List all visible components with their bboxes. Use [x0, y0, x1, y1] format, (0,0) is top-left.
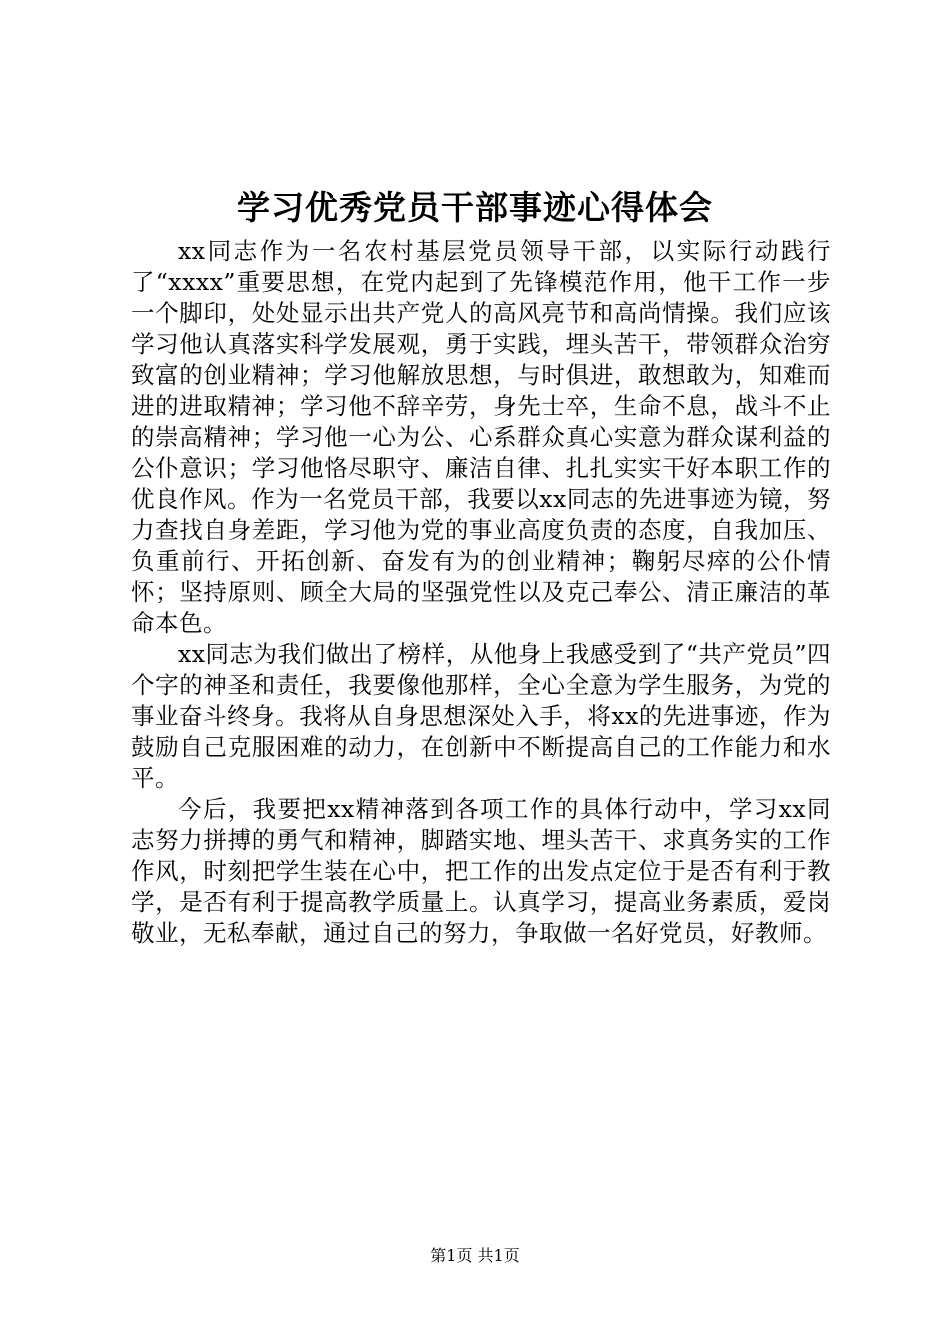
- paragraph-2: xx同志为我们做出了榜样，从他身上我感受到了“共产党员”四个字的神圣和责任，我要像他那样，全心全意为学生服务，为党的事业奋斗终身。我将从自身思想深处入手，将xx的先进事迹，作为鼓励自己克服困难的动力，在创新中不断提高自己的工作能力和水平。: [131, 640, 831, 792]
- document-body: [131, 236, 831, 949]
- document-title: 学习优秀党员干部事迹心得体会: [237, 188, 713, 227]
- page-number-footer: 第1页 共1页: [430, 1246, 520, 1265]
- paragraph-1: xx同志作为一名农村基层党员领导干部，以实际行动践行了“xxxx”重要思想，在党内起到了先锋模范作用，他干工作一步一个脚印，处处显示出共产党人的高风亮节和高尚情操。我们应该学习他认真落实科学发展观，勇于实践，埋头苦干，带领群众治穷致富的创业精神；学习他解放思想，与时俱进，敢想敢为，知难而进的进取精神；学习他不辞辛劳，身先士卒，生命不息，战斗不止的崇高精神；学习他一心为公、心系群众真心实意为群众谋利益的公仆意识；学习他恪尽职守、廉洁自律、扎扎实实干好本职工作的优良作风。作为一名党员干部，我要以xx同志的先进事迹为镜，努力查找自身差距，学习他为党的事业高度负责的态度，自我加压、负重前行、开拓创新、奋发有为的创业精神；鞠躬尽瘁的公仆情怀；坚持原则、顾全大局的坚强党性以及克己奉公、清正廉洁的革命本色。: [131, 237, 831, 637]
- paragraph-3: 今后，我要把xx精神落到各项工作的具体行动中，学习xx同志努力拼搏的勇气和精神，脚踏实地、埋头苦干、求真务实的工作作风，时刻把学生装在心中，把工作的出发点定位于是否有利于教学，是否有利于提高教学质量上。认真学习，提高业务素质，爱岗敬业，无私奉献，通过自己的努力，争取做一名好党员，好教师。: [131, 795, 831, 947]
